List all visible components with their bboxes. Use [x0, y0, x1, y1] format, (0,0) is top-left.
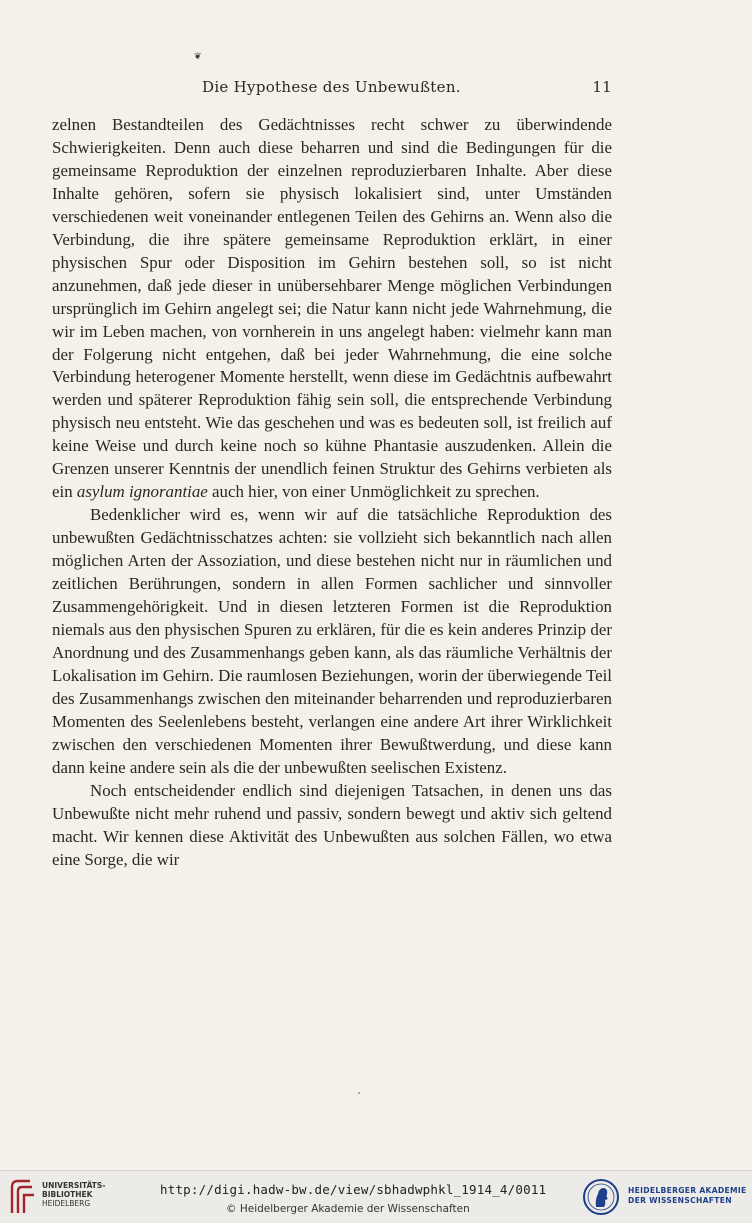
library-name-line-2: BIBLIOTHEK — [42, 1190, 93, 1199]
academy-seal-icon — [582, 1177, 620, 1217]
library-name-line-3: HEIDELBERG — [42, 1199, 91, 1208]
footer-bar — [0, 1170, 752, 1223]
university-library-name — [42, 1181, 105, 1208]
university-library-logo-icon — [8, 1179, 36, 1215]
paragraph-1-end: auch hier, von einer Unmöglichkeit zu sprechen. — [212, 482, 540, 502]
academy-name — [628, 1186, 746, 1206]
copyright-notice: © Heidelberger Akademie der Wissenschaften — [226, 1203, 470, 1215]
page-number: 11 — [592, 78, 612, 96]
paragraph-1-text: zelnen Bestandteilen des Gedächtnisses recht schwer zu überwindende Schwierigkeiten. Denn auch diese beharren und sind die Bedingungen für die gemeinsame Reproduktion der einzelnen reproduzierbaren Inhalte. Aber diese Inhalte gehören, sofern sie physisch lokalisiert sind, unter Umständen verschiedenen weit voneinander entlegenen Teilen des Gehirns an. Wenn also die Verbindung, die ihre spätere gemeinsame Reproduktion erklärt, in einer physischen Spur oder Disposition im Gehirn bestehen soll, so ist nicht anzunehmen, daß jede dieser in unübersehbarer Menge möglichen Verbindungen ursprünglich im Gehirn angelegt sei; die Natur kann nicht jede Wahrnehmung, die wir im Leben machen, von vornherein in uns angelegt haben: vielmehr kann man der Folgerung nicht entgehen, daß bei jeder Wahrnehmung, die eine solche Verbindung heterogener Momente herstellt, wenn diese im Gedächtnis aufbewahrt werden und späterer Reproduktion fähig sein soll, die entsprechende Verbindung physisch neu entsteht. Wie das geschehen und was es bedeuten soll, ist freilich auf keine Weise und durch keine noch so kühne Phantasie auszudenken. Allein die Grenzen unserer Kenntnis der unendlich feinen Struktur des Gehirns verbieten als ein — [52, 115, 612, 502]
library-name-line-1: UNIVERSITÄTS- — [42, 1181, 106, 1190]
running-head — [52, 78, 612, 98]
paragraph-1 — [52, 114, 612, 504]
latin-phrase: asylum ignorantiae — [76, 482, 208, 502]
paragraph-3: Noch entscheidender endlich sind diejenigen Tatsachen, in denen uns das Unbewußte nicht mehr ruhend und passiv, sondern bewegt und aktiv sich geltend macht. Wir kennen diese Aktivität des Unbewußten aus solchen Fällen, wo etwa eine Sorge, die wir — [52, 780, 612, 869]
running-title: Die Hypothese des Unbewußten. — [202, 78, 461, 96]
scan-speck — [358, 1092, 360, 1094]
ornament-mark: ❦ — [194, 52, 202, 62]
paragraph-2: Bedenklicher wird es, wenn wir auf die tatsächliche Reproduktion des unbewußten Gedächtnisschatzes achten: sie vollzieht sich bekanntlich nach allen möglichen Arten der Assoziation, und diese bestehen nicht nur in räumlichen und zeitlichen Berührungen, sondern in allen Formen sachlicher und sinnvoller Zusammengehörigkeit. Und in diesen letzteren Formen ist die Reproduktion niemals aus den physischen Spuren zu erklären, für die es kein anderes Prinzip der Anordnung und des Zusammenhangs geben kann, als das räumliche Verhältnis der Lokalisation im Gehirn. Die raumlosen Beziehungen, worin der überwiegende Teil des Zusammenhangs zwischen den miteinander beharrenden und reproduzierbaren Momenten des Seelenlebens besteht, verlangen eine andere Art ihrer Wirklichkeit zwischen den verschiedenen Momenten ihrer Bewußtwerdung, und diese kann dann keine andere sein als die der unbewußten seelischen Existenz. — [52, 505, 612, 777]
academy-name-line-1: HEIDELBERGER AKADEMIE — [628, 1186, 747, 1195]
body-text — [52, 114, 612, 871]
academy-name-line-2: DER WISSENSCHAFTEN — [628, 1196, 732, 1205]
permalink-url[interactable]: http://digi.hadw-bw.de/view/sbhadwphkl_1914_4/0011 — [160, 1182, 547, 1197]
